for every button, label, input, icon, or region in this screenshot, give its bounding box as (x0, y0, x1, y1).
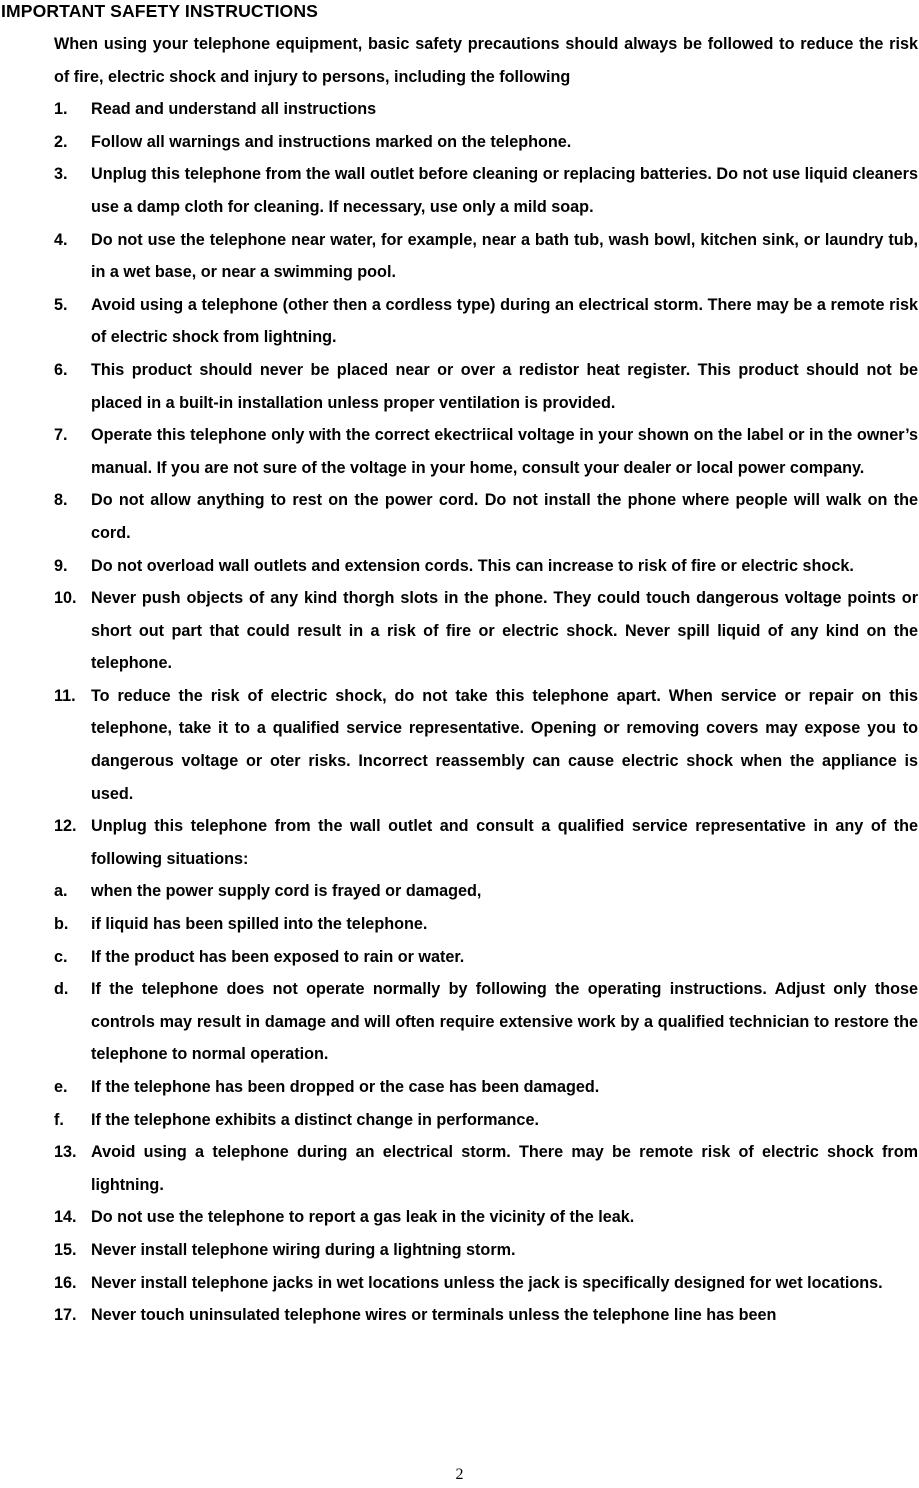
item-marker: 16. (54, 1273, 77, 1292)
list-item (54, 126, 918, 159)
item-marker: 3. (54, 165, 68, 184)
item-marker: 6. (54, 360, 68, 379)
item-marker: 7. (54, 426, 68, 445)
item-marker: 14. (54, 1208, 77, 1227)
item-marker: 1. (54, 100, 68, 119)
item-text: Unplug this telephone from the wall outlet before cleaning or replacing batteries. Do not use liquid cleaners use a damp cloth for cleaning. If necessary, use only a mild soap. (91, 165, 918, 216)
item-marker: 15. (54, 1240, 77, 1259)
list-item (54, 1136, 918, 1201)
item-text: Never push objects of any kind thorgh slots in the phone. They could touch dangerous voltage points or short out part that could result in a risk of fire or electric shock. Never spill liquid of any kind on the telephone. (91, 589, 918, 673)
item-text: This product should never be placed near or over a redistor heat register. This product should not be placed in a built-in installation unless proper ventilation is provided. (91, 360, 918, 412)
item-text: Avoid using a telephone during an electrical storm. There may be remote risk of electric shock from lightning. (91, 1143, 918, 1194)
item-marker: b. (54, 915, 69, 934)
item-text: Do not use the telephone near water, for example, near a bath tub, wash bowl, kitchen sink, or laundry tub, in a wet base, or near a swimming pool. (91, 230, 918, 282)
item-marker: e. (54, 1078, 68, 1096)
item-text: Operate this telephone only with the correct ekectriical voltage in your shown on the label or in the owner’s manual. If you are not sure of the voltage in your home, consult your dealer or local power company. (91, 426, 918, 477)
list-item (54, 550, 918, 583)
intro-paragraph: When using your telephone equipment, basic safety precautions should always be followed to reduce the risk of fire, electric shock and injury to persons, including the following (54, 35, 918, 86)
item-marker: a. (54, 882, 68, 901)
item-text: Do not use the telephone to report a gas leak in the vicinity of the leak. (91, 1208, 635, 1227)
item-marker: 5. (54, 295, 68, 314)
item-marker: 12. (54, 817, 77, 836)
item-marker: c. (54, 947, 68, 966)
item-text: If the telephone exhibits a distinct change in performance. (91, 1110, 539, 1129)
list-item (54, 484, 918, 549)
item-text: Do not allow anything to rest on the power cord. Do not install the phone where people will walk on the cord. (91, 491, 918, 542)
list-item (54, 875, 918, 908)
list-item (54, 419, 918, 484)
list-item (54, 941, 918, 974)
item-text: Avoid using a telephone (other then a cordless type) during an electrical storm. There may be a remote risk of electric shock from lightning. (91, 295, 918, 347)
list-item (54, 1201, 918, 1234)
item-marker: 10. (54, 589, 77, 608)
page-title: IMPORTANT SAFETY INSTRUCTIONS (1, 1, 318, 21)
list-item (54, 224, 918, 289)
item-text: To reduce the risk of electric shock, do not take this telephone apart. When service or repair on this telephone, take it to a qualified service representative. Opening or removing covers may expose you to dangerous voltage or oter risks. Incorrect reassembly can cause electric shock when the appliance is used. (91, 686, 918, 803)
list-item (54, 810, 918, 875)
list-item (54, 1234, 918, 1267)
item-marker: 8. (54, 491, 68, 510)
list-item (54, 680, 918, 810)
page-number: 2 (455, 1466, 464, 1483)
list-item (54, 1071, 918, 1104)
item-marker: 13. (54, 1143, 77, 1162)
item-text: Do not overload wall outlets and extension cords. This can increase to risk of fire or electric shock. (91, 556, 854, 575)
item-text: Never install telephone wiring during a lightning storm. (91, 1240, 516, 1259)
item-text: Unplug this telephone from the wall outlet and consult a qualified service representative in any of the following situations: (91, 817, 918, 868)
item-marker: 2. (54, 132, 68, 151)
item-text: Follow all warnings and instructions marked on the telephone. (91, 132, 572, 151)
list-item (54, 1104, 918, 1137)
list-item (54, 1299, 918, 1332)
list-item (54, 158, 918, 223)
list-item (54, 908, 918, 941)
item-text: If the telephone does not operate normally by following the operating instructions. Adjust only those controls may result in damage and will often require extensive work by a qualified technician to restore the telephone to normal operation. (91, 980, 918, 1064)
list-item (54, 289, 918, 354)
item-marker: d. (54, 980, 69, 999)
list-item (54, 354, 918, 419)
item-text: if liquid has been spilled into the telephone. (91, 915, 428, 934)
item-text: Never touch uninsulated telephone wires or terminals unless the telephone line has been (91, 1306, 777, 1325)
item-text: Never install telephone jacks in wet locations unless the jack is specifically designed for wet locations. (91, 1273, 883, 1292)
instructions-body (54, 28, 918, 1332)
item-text: If the telephone has been dropped or the case has been damaged. (91, 1078, 600, 1096)
item-marker: 9. (54, 556, 68, 575)
list-item (54, 582, 918, 680)
instruction-list (54, 93, 918, 1332)
list-item (54, 93, 918, 126)
list-item (54, 1267, 918, 1300)
item-marker: f. (54, 1110, 64, 1129)
item-marker: 17. (54, 1306, 77, 1325)
item-text: when the power supply cord is frayed or damaged, (91, 882, 482, 901)
list-item (54, 973, 918, 1071)
item-marker: 4. (54, 230, 68, 249)
item-text: If the product has been exposed to rain or water. (91, 947, 465, 966)
item-marker: 11. (54, 686, 76, 705)
item-text: Read and understand all instructions (91, 100, 377, 119)
